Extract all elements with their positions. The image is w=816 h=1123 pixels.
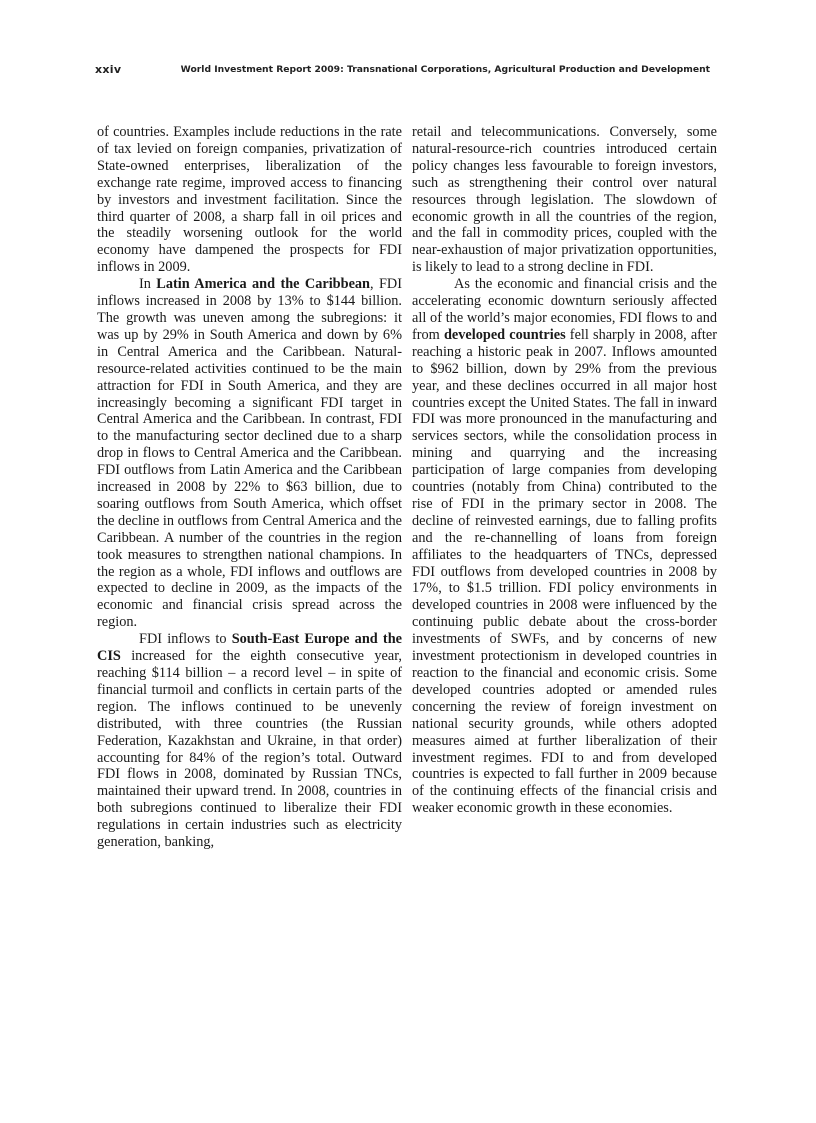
paragraph-developed-countries xyxy=(412,276,717,817)
running-title: World Investment Report 2009: Transnational Corporations, Agricultural Production and Development xyxy=(180,64,710,75)
right-column xyxy=(412,124,717,817)
paragraph-continuation: retail and telecommunications. Conversely, some natural-resource-rich countries introduced certain policy changes less favourable to foreign investors, such as strengthening their control over natural resources through legislation. The slowdown of economic growth in all the countries of the region, and the fall in commodity prices, coupled with the near-exhaustion of major privatization opportunities, is likely to lead to a strong decline in FDI. xyxy=(412,124,717,276)
paragraph-latin-america xyxy=(97,276,402,631)
text: In xyxy=(139,276,157,293)
page-number: xxiv xyxy=(95,63,122,76)
text: As the economic and financial crisis and the accelerating economic downturn seriously affected all of the world’s major economies, FDI flows to and from xyxy=(412,276,717,343)
text: fell sharply in 2008, after reaching a historic peak in 2007. Inflows amounted to $962 billion, down by 29% from the previous year, and these declines occurred in all major host countries except the United States. The fall in inward FDI was more pronounced in the manufacturing and services sectors, while the consolidation process in mining and quarrying and the increasing participation of large companies from developing countries (notably from China) contributed to the rise of FDI in the primary sector in 2008. The decline of reinvested earnings, due to falling profits and the re-channelling of loans from foreign affiliates to the headquarters of TNCs, depressed FDI outflows from developed countries in 2008 by 17%, to $1.5 trillion. FDI policy environments in developed countries in 2008 were influenced by the continuing public debate about the cross-border investments of SWFs, and by concerns of new investment protectionism in developed countries in reaction to the financial and economic crisis. Some developed countries adopted or amended rules concerning the review of foreign investment on national security grounds, while others adopted measures aimed at further liberalization of their investment regimes. FDI to and from developed countries is expected to fall further in 2009 because of the continuing effects of the financial crisis and weaker economic growth in these economies. xyxy=(412,326,718,817)
region-heading-latin-america: Latin America and the Caribbean xyxy=(156,276,371,293)
region-heading-developed-countries: developed countries xyxy=(443,326,566,343)
text: increased for the eighth consecutive year, reaching $114 billion – a record level – in spite of financial turmoil and conflicts in certain parts of the region. The inflows continued to be unevenly distributed, with three countries (the Russian Federation, Kazakhstan and Ukraine, in that order) accounting for 84% of the region’s total. Outward FDI flows in 2008, dominated by Russian TNCs, maintained their upward trend. In 2008, countries in both subregions continued to liberalize their FDI regulations in certain industries such as electricity generation, banking, xyxy=(97,648,402,851)
region-heading-see-cis: South-East Europe and the CIS xyxy=(97,631,402,665)
text: , FDI inflows increased in 2008 by 13% to $144 billion. The growth was uneven among the subregions: it was up by 29% in South America and down by 6% in Central America and the Caribbean. Natural-resource-related activities continued to be the main attraction for FDI in South America, and they are increasingly becoming a significant FDI target in Central America and the Caribbean. In contrast, FDI to the manufacturing sector declined due to a sharp drop in flows to Central America and the Caribbean. FDI outflows from Latin America and the Caribbean increased in 2008 by 22% to $63 billion, due to soaring outflows from South America, which offset the decline in outflows from Central America and the Caribbean. A number of the countries in the region took measures to strengthen national champions. In the region as a whole, FDI inflows and outflows are expected to decline in 2009, as the impacts of the economic and financial crisis spread across the region. xyxy=(97,276,403,631)
paragraph-continuation: of countries. Examples include reductions in the rate of tax levied on foreign companies, privatization of State-owned enterprises, liberalization of the exchange rate regime, improved access to financing by investors and investment facilitation. Since the third quarter of 2008, a sharp fall in oil prices and the steadily worsening outlook for the world economy have dampened the prospects for FDI inflows in 2009. xyxy=(97,124,402,276)
text: FDI inflows to xyxy=(139,631,232,648)
paragraph-see-cis xyxy=(97,631,402,851)
page-header xyxy=(95,63,710,81)
left-column xyxy=(97,124,402,851)
